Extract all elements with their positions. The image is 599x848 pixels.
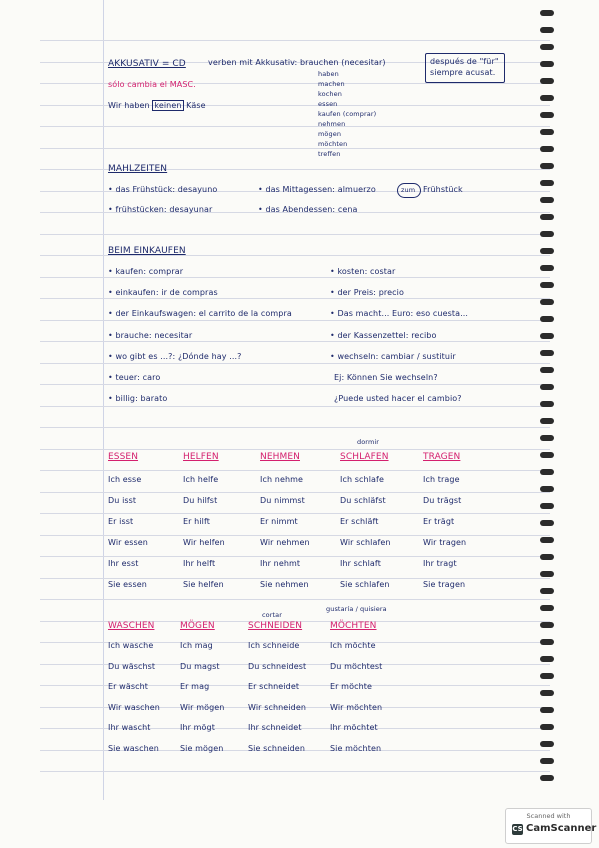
einkaufen-left-text: kaufen: comprar xyxy=(115,267,184,276)
ruled-line xyxy=(40,341,550,342)
scanner-name: CamScanner xyxy=(526,823,597,834)
spiral-ring xyxy=(540,775,554,781)
conj1-cell: Ich schlafe xyxy=(340,475,384,484)
einkaufen-right-item: • Das macht... Euro: eso cuesta... xyxy=(330,309,469,318)
einkaufen-right-item xyxy=(334,373,438,382)
conj1-header: SCHLAFEN xyxy=(340,452,389,462)
ruled-line xyxy=(40,406,550,407)
akkusativ-verb: treffen xyxy=(318,150,341,158)
spiral-ring xyxy=(540,61,554,67)
spiral-ring xyxy=(540,707,554,713)
camscanner-badge xyxy=(505,808,597,844)
conj2-cell: Du möchtest xyxy=(330,661,383,671)
conj1-cell: Ich esse xyxy=(108,475,142,484)
ruled-line xyxy=(40,277,550,278)
mahlzeiten-item: • das Abendessen: cena xyxy=(258,205,358,214)
spiral-ring xyxy=(540,265,554,271)
conj1-cell: Du trägst xyxy=(423,496,462,505)
mahlzeiten-item-text: das Frühstück: desayuno xyxy=(115,185,218,194)
mahlzeiten-item: • frühstücken: desayunar xyxy=(108,205,213,214)
spiral-ring xyxy=(540,452,554,458)
spiral-ring xyxy=(540,639,554,645)
conj1-cell: Sie essen xyxy=(108,580,147,589)
akkusativ-verbs-label: verben mit Akkusativ: brauchen (necesitar) xyxy=(208,58,386,67)
einkaufen-right-text: Das macht... Euro: eso cuesta... xyxy=(337,309,469,318)
spiral-ring xyxy=(540,571,554,577)
conj2-header: MÖGEN xyxy=(180,621,215,631)
spiral-ring xyxy=(540,605,554,611)
akkusativ-verb: nehmen xyxy=(318,120,346,128)
einkaufen-right-text: Ej: Können Sie wechseln? xyxy=(334,373,438,382)
conj1-cell: Du nimmst xyxy=(260,496,305,505)
conj2-cell: Sie mögen xyxy=(180,743,224,753)
conj1-cell: Er trägt xyxy=(423,517,455,526)
conj1-header: TRAGEN xyxy=(423,452,461,462)
spiral-ring xyxy=(540,554,554,560)
conj2-cell: Du magst xyxy=(180,661,220,671)
einkaufen-title: BEIM EINKAUFEN xyxy=(108,246,186,256)
conj1-cell: Ich nehme xyxy=(260,475,304,484)
spiral-ring xyxy=(540,95,554,101)
conj2-cell: Ihr wascht xyxy=(108,723,151,732)
conj2-cell: Ich wasche xyxy=(108,641,154,650)
spiral-ring xyxy=(540,129,554,135)
conj2-cell: Er möchte xyxy=(330,682,373,691)
ruled-line xyxy=(40,148,550,149)
conj1-cell: Wir helfen xyxy=(183,538,225,547)
spiral-ring xyxy=(540,350,554,356)
einkaufen-right-text: der Preis: precio xyxy=(337,288,404,297)
einkaufen-right-item xyxy=(334,394,462,403)
conj2-cell: Er schneidet xyxy=(248,682,300,691)
mahlzeiten-item: • das Frühstück: desayuno xyxy=(108,185,218,194)
conj2-cell: Ihr möchtet xyxy=(330,723,378,732)
einkaufen-left-item: • einkaufen: ir de compras xyxy=(108,288,218,297)
ruled-line xyxy=(40,298,550,299)
einkaufen-right-text: ¿Puede usted hacer el cambio? xyxy=(334,394,462,403)
einkaufen-right-item: • der Preis: precio xyxy=(330,288,404,297)
camscanner-logo-icon: CS xyxy=(512,825,523,833)
ruled-line xyxy=(40,513,550,514)
conj1-cell: Ihr tragt xyxy=(423,559,457,568)
spiral-ring xyxy=(540,231,554,237)
conj1-cell: Ich helfe xyxy=(183,475,219,484)
conj1-cell: Er schläft xyxy=(340,517,379,526)
mahlzeiten-item-text: frühstücken: desayunar xyxy=(115,205,213,214)
conj2-cell: Wir möchten xyxy=(330,702,383,712)
ruled-line xyxy=(40,363,550,364)
conj1-cell: Wir nehmen xyxy=(260,538,310,547)
akkusativ-verb: kaufen (comprar) xyxy=(318,110,377,118)
conj2-cell: Wir waschen xyxy=(108,702,160,712)
spiral-ring xyxy=(540,656,554,662)
conj1-cell: Ihr esst xyxy=(108,559,139,568)
conj2-cell: Wir mögen xyxy=(180,702,225,712)
ruled-line xyxy=(40,40,550,41)
einkaufen-left-text: billig: barato xyxy=(115,394,168,403)
conj2-cell: Wir schneiden xyxy=(248,702,307,712)
conj1-cell: Ich trage xyxy=(423,475,460,484)
einkaufen-left-item: • der Einkaufswagen: el carrito de la compra xyxy=(108,309,292,318)
einkaufen-left-text: der Einkaufswagen: el carrito de la compra xyxy=(115,309,292,318)
ruled-line xyxy=(40,126,550,127)
spiral-ring xyxy=(540,333,554,339)
akkusativ-note-box xyxy=(425,53,505,83)
einkaufen-right-text: wechseln: cambiar / sustituir xyxy=(337,352,456,361)
ruled-line xyxy=(40,384,550,385)
spiral-ring xyxy=(540,418,554,424)
conj2-cell: Sie möchten xyxy=(330,743,382,753)
spiral-ring xyxy=(540,741,554,747)
conj1-cell: Er hilft xyxy=(183,517,211,526)
conj1-cell: Wir tragen xyxy=(423,538,467,547)
ruled-line xyxy=(40,771,550,772)
scanner-caption: Scanned with xyxy=(526,812,571,820)
conj2-cell: Ich möchte xyxy=(330,641,376,650)
conj2-cell: Ich mag xyxy=(180,641,213,650)
spiral-ring xyxy=(540,622,554,628)
einkaufen-left-item: • teuer: caro xyxy=(108,373,161,382)
conj1-header: NEHMEN xyxy=(260,452,300,462)
conj1-cell: Sie schlafen xyxy=(340,580,390,589)
moechten-gloss: gustaría / quisiera xyxy=(326,605,387,613)
note-box-line2: siempre acusat. xyxy=(430,68,496,77)
akkusativ-example xyxy=(108,101,206,110)
mahlzeiten-item: • das Mittagessen: almuerzo xyxy=(258,185,376,194)
conj1-cell: Sie tragen xyxy=(423,580,466,589)
conj1-cell: Er nimmt xyxy=(260,517,298,526)
mahlzeiten-item-text: das Abendessen: cena xyxy=(265,205,358,214)
einkaufen-right-item: • der Kassenzettel: recibo xyxy=(330,331,437,340)
spiral-ring xyxy=(540,316,554,322)
spiral-ring xyxy=(540,44,554,50)
spiral-ring xyxy=(540,180,554,186)
ruled-line xyxy=(40,234,550,235)
spiral-ring xyxy=(540,282,554,288)
schlafen-gloss: dormir xyxy=(357,438,380,446)
spiral-ring xyxy=(540,197,554,203)
mahlzeiten-title: MAHLZEITEN xyxy=(108,164,168,174)
conj2-cell: Er mag xyxy=(180,682,210,691)
spiral-ring xyxy=(540,163,554,169)
conj1-cell: Du hilfst xyxy=(183,496,218,505)
zum-circle-after: Frühstück xyxy=(423,185,463,194)
akkusativ-verb: mögen xyxy=(318,130,342,138)
akkusativ-verb: haben xyxy=(318,70,339,78)
akkusativ-note-masc: sólo cambia el MASC. xyxy=(108,80,196,89)
ruled-line xyxy=(40,449,550,450)
conj2-cell: Ich schneide xyxy=(248,641,300,650)
akkusativ-verb: möchten xyxy=(318,140,348,148)
spiral-ring xyxy=(540,367,554,373)
conj2-cell: Er wäscht xyxy=(108,682,149,691)
einkaufen-right-text: kosten: costar xyxy=(337,267,396,276)
ruled-line xyxy=(40,556,550,557)
einkaufen-left-item: • billig: barato xyxy=(108,394,168,403)
ruled-line xyxy=(40,320,550,321)
conj2-header: MÖCHTEN xyxy=(330,621,377,631)
akkusativ-verb: essen xyxy=(318,100,338,108)
spiral-ring xyxy=(540,503,554,509)
spiral-ring xyxy=(540,384,554,390)
einkaufen-left-text: einkaufen: ir de compras xyxy=(115,288,218,297)
conj2-cell: Du wäschst xyxy=(108,661,156,671)
zum-circle xyxy=(397,183,421,198)
conj1-cell: Wir schlafen xyxy=(340,538,391,547)
einkaufen-right-item: • wechseln: cambiar / sustituir xyxy=(330,352,456,361)
akkusativ-title: AKKUSATIV = CD xyxy=(108,59,186,69)
conj2-header: SCHNEIDEN xyxy=(248,621,303,631)
einkaufen-left-item: • kaufen: comprar xyxy=(108,267,184,276)
conj1-cell: Ihr schlaft xyxy=(340,559,381,568)
note-box-line1: después de "für" xyxy=(430,57,499,66)
spiral-ring xyxy=(540,486,554,492)
spiral-ring xyxy=(540,673,554,679)
akkusativ-verb: machen xyxy=(318,80,345,88)
ruled-line xyxy=(40,470,550,471)
ruled-line xyxy=(40,599,550,600)
akkusativ-verb: kochen xyxy=(318,90,342,98)
ruled-line xyxy=(40,535,550,536)
conj1-cell: Ihr helft xyxy=(183,559,216,568)
margin-line xyxy=(103,0,104,800)
conj2-cell: Sie waschen xyxy=(108,743,159,753)
mahlzeiten-item-text: das Mittagessen: almuerzo xyxy=(265,185,376,194)
conj1-cell: Sie nehmen xyxy=(260,580,309,589)
spiral-ring xyxy=(540,78,554,84)
conj1-cell: Du schläfst xyxy=(340,496,386,505)
spiral-ring xyxy=(540,469,554,475)
example-post: Käse xyxy=(183,101,206,110)
einkaufen-left-item: • brauche: necesitar xyxy=(108,331,193,340)
conj2-cell: Ihr mögt xyxy=(180,723,215,732)
ruled-line xyxy=(40,427,550,428)
spiral-ring xyxy=(540,10,554,16)
conj1-cell: Sie helfen xyxy=(183,580,224,589)
spiral-ring xyxy=(540,435,554,441)
conj1-cell: Er isst xyxy=(108,517,134,526)
conj2-header: WASCHEN xyxy=(108,621,155,631)
spiral-ring xyxy=(540,758,554,764)
einkaufen-left-item: • wo gibt es ...?: ¿Dónde hay ...? xyxy=(108,352,242,361)
conj2-cell: Ihr schneidet xyxy=(248,723,302,732)
spiral-ring xyxy=(540,248,554,254)
zum-circle-text: zum xyxy=(401,186,416,194)
spiral-ring xyxy=(540,724,554,730)
spiral-ring xyxy=(540,588,554,594)
conj2-cell: Sie schneiden xyxy=(248,743,305,753)
spiral-ring xyxy=(540,299,554,305)
ruled-line xyxy=(40,492,550,493)
spiral-ring xyxy=(540,214,554,220)
ruled-line xyxy=(40,578,550,579)
conj1-cell: Ihr nehmt xyxy=(260,559,301,568)
example-box: keinen xyxy=(154,101,182,110)
spiral-ring xyxy=(540,690,554,696)
schneiden-gloss: cortar xyxy=(262,611,283,619)
spiral-ring xyxy=(540,27,554,33)
einkaufen-left-text: teuer: caro xyxy=(115,373,161,382)
spiral-ring xyxy=(540,537,554,543)
conj2-cell: Du schneidest xyxy=(248,661,307,671)
conj1-header: ESSEN xyxy=(108,452,139,462)
einkaufen-left-text: brauche: necesitar xyxy=(115,331,193,340)
spiral-ring xyxy=(540,146,554,152)
conj1-cell: Du isst xyxy=(108,496,137,505)
einkaufen-right-text: der Kassenzettel: recibo xyxy=(337,331,437,340)
conj1-cell: Wir essen xyxy=(108,538,148,547)
spiral-ring xyxy=(540,401,554,407)
einkaufen-right-item: • kosten: costar xyxy=(330,267,396,276)
example-pre: Wir haben xyxy=(108,101,153,110)
spiral-ring xyxy=(540,520,554,526)
einkaufen-left-text: wo gibt es ...?: ¿Dónde hay ...? xyxy=(115,352,242,361)
conj1-header: HELFEN xyxy=(183,452,219,462)
spiral-ring xyxy=(540,112,554,118)
